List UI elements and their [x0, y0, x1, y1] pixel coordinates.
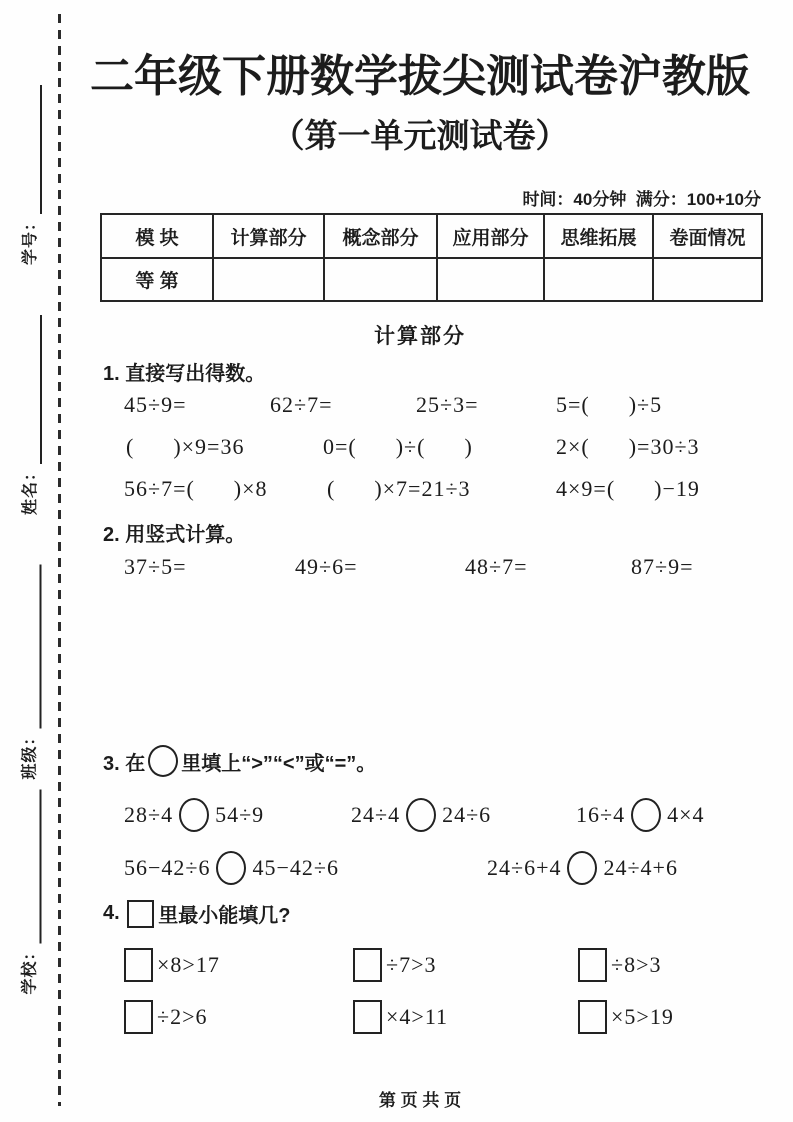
question-4-label: [103, 899, 290, 928]
math-expression: 45÷9=: [124, 392, 187, 417]
q4-row-1: [0, 948, 793, 988]
school-label: 学校：: [21, 943, 39, 995]
math-expression: 0=( )÷( ): [323, 434, 473, 459]
score-table-header-module: 模 块: [101, 214, 213, 258]
comparison-item: [124, 851, 339, 885]
score-table-empty-cell: [544, 258, 653, 301]
math-expression: 24÷6: [442, 802, 492, 827]
q1-row-3: [0, 476, 793, 516]
fill-box-item: [124, 948, 220, 982]
math-expression: ×8>17: [157, 952, 220, 977]
name-label: 姓名：: [22, 463, 39, 515]
question-4-label-post: 里最小能填几?: [158, 905, 291, 927]
math-expression: 28÷4: [124, 802, 174, 827]
math-expression: ( )×7=21÷3: [327, 476, 471, 501]
math-expression: 56−42÷6: [124, 855, 211, 880]
q3-row-1: [0, 798, 793, 838]
math-expression: 24÷4: [351, 802, 401, 827]
student-id-label: 学号：: [22, 213, 39, 265]
score-table: [100, 213, 763, 302]
fill-box-item: [578, 1000, 674, 1034]
side-field-class: [18, 565, 42, 780]
answer-circle: [406, 798, 436, 832]
math-expression: 45−42÷6: [252, 855, 339, 880]
q3-row-2: [0, 851, 793, 891]
math-expression: 54÷9: [215, 802, 265, 827]
answer-box: [353, 948, 382, 982]
math-expression: ÷8>3: [611, 952, 662, 977]
math-expression: 2×( )=30÷3: [556, 434, 700, 459]
score-table-header-concept: 概念部分: [324, 214, 437, 258]
math-expression: 4×9=( )−19: [556, 476, 700, 501]
answer-circle: [567, 851, 597, 885]
answer-circle: [216, 851, 246, 885]
math-expression: 62÷7=: [270, 392, 333, 417]
score-table-header-row: [101, 214, 762, 258]
side-field-student-id: [18, 85, 42, 265]
math-expression: 87÷9=: [631, 554, 694, 579]
score-table-empty-cell: [213, 258, 324, 301]
question-4-label-pre: 4.: [103, 902, 126, 924]
score-table-empty-cell: [653, 258, 762, 301]
math-expression: 25÷3=: [416, 392, 479, 417]
fill-box-item: [124, 1000, 207, 1034]
fill-box-item: [353, 1000, 448, 1034]
math-expression: 48÷7=: [465, 554, 528, 579]
answer-box: [578, 948, 607, 982]
question-3-label-pre: 3. 在: [103, 752, 146, 775]
math-expression: ÷2>6: [157, 1004, 208, 1029]
score-table-grade-row: [101, 258, 762, 301]
math-expression: ×4>11: [386, 1004, 448, 1029]
math-expression: 49÷6=: [295, 554, 358, 579]
question-3-label-post: 里填上“>”“<”或“=”。: [181, 752, 377, 775]
score-table-empty-cell: [324, 258, 437, 301]
class-label: 班级：: [21, 728, 39, 780]
comparison-item: [576, 798, 705, 832]
score-table-empty-cell: [437, 258, 544, 301]
page-footer: 第 页 共 页: [378, 1091, 462, 1110]
q1-row-1: [0, 392, 793, 432]
question-3-label: [103, 745, 376, 777]
answer-box: [578, 1000, 607, 1034]
math-expression: 24÷6+4: [487, 855, 562, 880]
comparison-item: [487, 851, 678, 885]
score-table-header-calc: 计算部分: [213, 214, 324, 258]
score-table-row-label: 等 第: [101, 258, 213, 301]
math-expression: ÷7>3: [386, 952, 437, 977]
exam-meta: 时间：40分钟 满分：100+10分: [522, 190, 761, 209]
question-2-label: 2. 用竖式计算。: [103, 524, 246, 546]
score-table-header-neatness: 卷面情况: [653, 214, 762, 258]
answer-circle-icon: [148, 745, 178, 777]
math-expression: 37÷5=: [124, 554, 187, 579]
answer-circle: [631, 798, 661, 832]
comparison-item: [124, 798, 264, 832]
fill-box-item: [353, 948, 436, 982]
section-title: 计算部分: [374, 325, 466, 348]
question-1-label: 1. 直接写出得数。: [103, 363, 266, 385]
answer-box: [353, 1000, 382, 1034]
score-table-header-thinking: 思维拓展: [544, 214, 653, 258]
answer-circle: [179, 798, 209, 832]
answer-box: [124, 1000, 153, 1034]
comparison-item: [351, 798, 491, 832]
math-expression: 5=( )÷5: [556, 392, 663, 417]
answer-box-icon: [127, 900, 154, 928]
math-expression: 16÷4: [576, 802, 626, 827]
math-expression: 24÷4+6: [603, 855, 678, 880]
math-expression: ×5>19: [611, 1004, 674, 1029]
math-expression: 56÷7=( )×8: [124, 476, 268, 501]
fill-box-item: [578, 948, 661, 982]
page-title: 二年级下册数学拔尖测试卷沪教版: [90, 52, 750, 101]
score-table-header-application: 应用部分: [437, 214, 544, 258]
page-subtitle: （第一单元测试卷）: [271, 117, 569, 154]
q4-row-2: [0, 1000, 793, 1040]
math-expression: 4×4: [667, 802, 705, 827]
student-id-blank: [22, 85, 42, 214]
math-expression: ( )×9=36: [126, 434, 245, 459]
q1-row-2: [0, 434, 793, 474]
q2-row: [0, 554, 793, 594]
answer-box: [124, 948, 153, 982]
